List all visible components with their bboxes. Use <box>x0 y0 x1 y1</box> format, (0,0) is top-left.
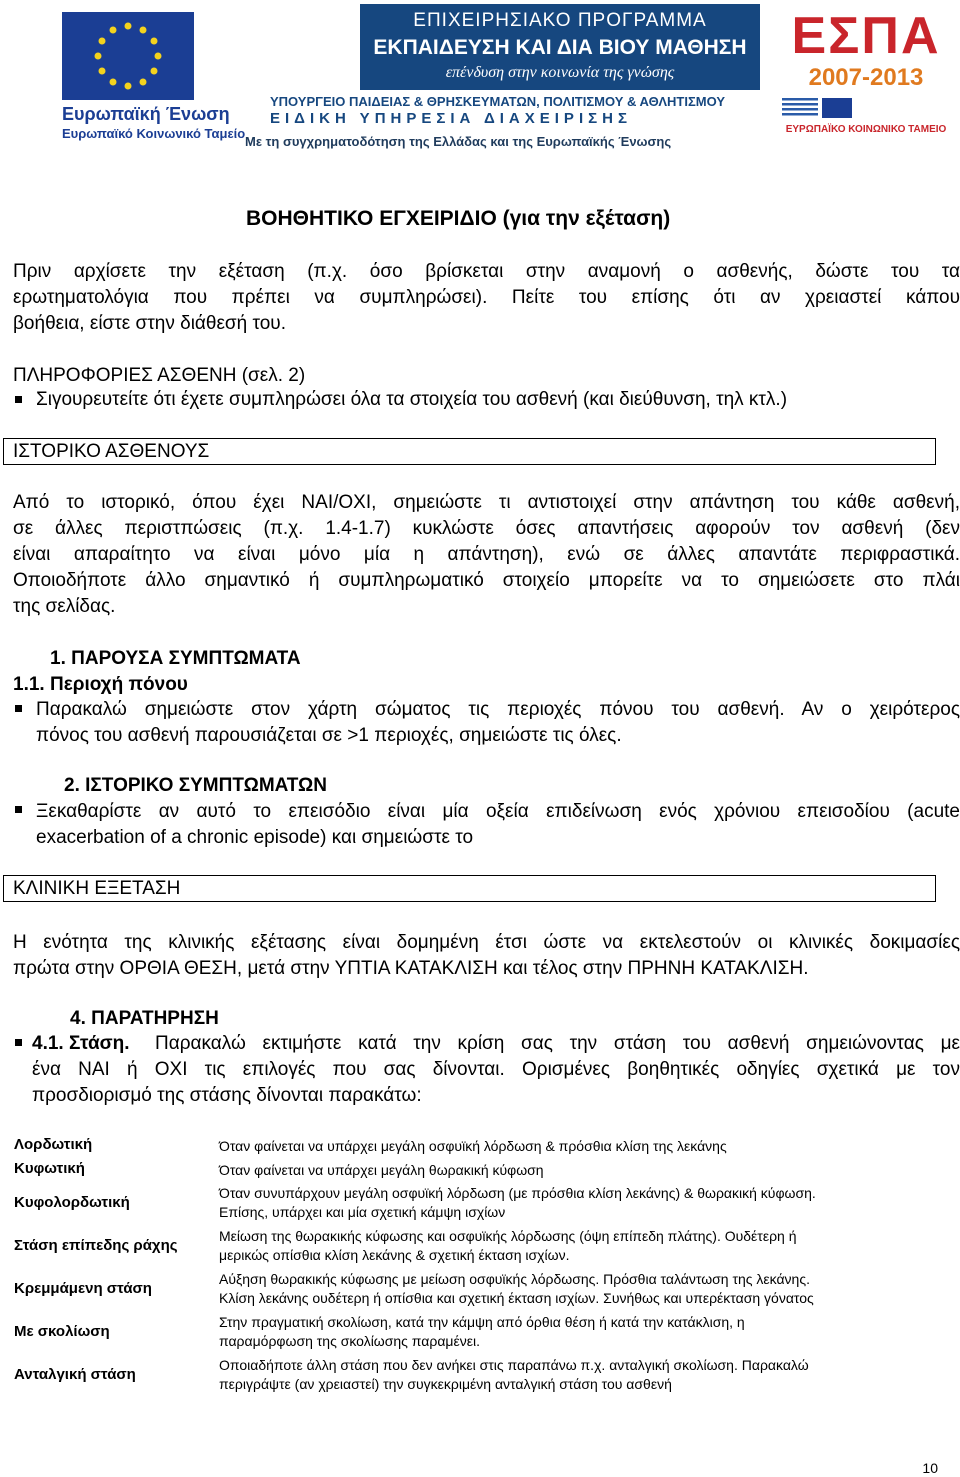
section4-1-line: Παρακαλώ εκτιμήστε κατά την κρίση σας την στάση του ασθενή σημειώνοντας με <box>155 1033 960 1054</box>
section1-heading: 1. ΠΑΡΟΥΣΑ ΣΥΜΠΤΩΜΑΤΑ <box>50 648 301 669</box>
section2-line: Ξεκαθαρίστε αν αυτό το επεισόδιο είναι μία οξεία επιδείνωση ενός χρόνιου επεισοδίου (acute <box>36 801 960 822</box>
ministry-name: ΥΠΟΥΡΓΕΙΟ ΠΑΙΔΕΙΑΣ & ΘΡΗΣΚΕΥΜΑΤΩΝ, ΠΟΛΙΤΙΣΜΟΥ & ΑΘΛΗΤΙΣΜΟΥ <box>270 94 725 109</box>
section1-1-line: πόνος του ασθενή παρουσιάζεται σε >1 περιοχές, σημειώστε τις όλες. <box>36 725 622 746</box>
greek-flag-icon <box>782 98 818 118</box>
section1-1-line: Παρακαλώ σημειώστε στον χάρτη σώματος τις περιοχές πόνου του ασθενή. Αν ο χειρότερος <box>36 699 960 720</box>
section4-1-line: ένα ΝΑΙ ή ΟΧΙ τις επιλογές που σας δίνονται. Ορισμένες βοηθητικές οδηγίες σχετικά με τον <box>32 1059 960 1080</box>
posture-desc: Όταν φαίνεται να υπάρχει μεγάλη θωρακική κύφωση <box>219 1162 544 1178</box>
header-banner <box>0 0 960 160</box>
clinical-line: πρώτα στην ΟΡΘΙΑ ΘΕΣΗ, μετά στην ΥΠΤΙΑ ΚΑΤΑΚΛΙΣΗ και τέλος στην ΠΡΗΝΗ ΚΑΤΑΚΛΙΣΗ. <box>13 958 809 979</box>
cofunding-note: Με τη συγχρηματοδότηση της Ελλάδας και της Ευρωπαϊκής Ένωσης <box>245 134 672 149</box>
bullet-icon <box>15 396 22 403</box>
clinical-line: Η ενότητα της κλινικής εξέτασης είναι δομημένη έτσι ώστε να εκτελεστούν οι κλινικές δοκιμασίες <box>13 932 960 953</box>
eu-flag-logo <box>62 12 194 100</box>
posture-desc: περιγράψτε (αν χρειαστεί) την συγκεκριμένη ανταλγική στάση του ασθενή <box>219 1376 672 1392</box>
programme-logo <box>360 4 760 90</box>
eu-name: Ευρωπαϊκή Ένωση <box>62 104 230 124</box>
posture-label: Κρεμμάμενη στάση <box>14 1280 152 1297</box>
posture-label: Στάση επίπεδης ράχης <box>14 1237 178 1254</box>
posture-desc: Όταν φαίνεται να υπάρχει μεγάλη οσφυϊκή λόρδωση & πρόσθια κλίση της λεκάνης <box>219 1138 727 1154</box>
history-line: Οποιοδήποτε άλλο σημαντικό ή συμπληρωματικό στοιχείο μπορείτε να το σημειώσετε στο πλάι <box>13 570 960 591</box>
section2-heading: 2. ΙΣΤΟΡΙΚΟ ΣΥΜΠΤΩΜΑΤΩΝ <box>64 775 328 796</box>
eu-flag-icon <box>822 98 852 118</box>
posture-desc: Επίσης, υπάρχει και μία σχετική κάμψη ισχίων <box>219 1204 506 1220</box>
intro-line: βοήθεια, είστε στην διάθεσή του. <box>13 313 286 334</box>
patient-info-bullet: Σιγουρευτείτε ότι έχετε συμπληρώσει όλα τα στοιχεία του ασθενή (και διεύθυνση, τηλ κτλ.) <box>36 389 788 410</box>
history-line: της σελίδας. <box>13 596 116 617</box>
posture-desc: Αύξηση θωρακικής κύφωσης με μείωση οσφυϊκής λόρδωσης. Πρόσθια ταλάντωση της λεκάνης. <box>219 1271 810 1287</box>
history-line: Από το ιστορικό, όπου έχει ΝΑΙ/ΟΧΙ, σημειώστε τι αντιστοιχεί στην απάντηση του κάθε ασθενή, <box>13 492 960 513</box>
posture-desc: Όταν συνυπάρχουν μεγάλη οσφυϊκή λόρδωση (με πρόσθια κλίση λεκάνης) & θωρακική κύφωση. <box>219 1185 816 1201</box>
bullet-icon <box>15 806 22 813</box>
section4-heading: 4. ΠΑΡΑΤΗΡΗΣΗ <box>70 1008 219 1029</box>
posture-label: Ανταλγική στάση <box>14 1366 136 1383</box>
espa-fund: ΕΥΡΩΠΑΪΚΟ ΚΟΙΝΩΝΙΚΟ ΤΑΜΕΙΟ <box>785 124 947 135</box>
section4-1-label: 4.1. Στάση. <box>32 1033 130 1054</box>
section1-1-heading: 1.1. Περιοχή πόνου <box>13 674 188 695</box>
espa-logo <box>778 6 954 146</box>
posture-label: Κυφωτική <box>14 1160 85 1177</box>
patient-info-heading: ΠΛΗΡΟΦΟΡΙΕΣ ΑΣΘΕΝΗ (σελ. 2) <box>13 365 306 386</box>
intro-line: Πριν αρχίσετε την εξέταση (π.χ. όσο βρίσκεται στην αναμονή ο ασθενής, δώστε του τα <box>13 261 960 282</box>
posture-label: Με σκολίωση <box>14 1323 110 1340</box>
posture-label: Κυφολορδωτική <box>14 1194 130 1211</box>
clinical-box-title: ΚΛΙΝΙΚΗ ΕΞΕΤΑΣΗ <box>13 878 181 899</box>
posture-desc: Κλίση λεκάνης ουδέτερη ή οπίσθια και σχετική έκταση ισχίων. Συνήθως και υπερέκταση γόνατος <box>219 1290 814 1306</box>
eu-fund: Ευρωπαϊκό Κοινωνικό Ταμείο <box>62 126 246 141</box>
posture-label: Λορδωτική <box>14 1136 93 1153</box>
history-line: σε άλλες περιστπώσεις (π.χ. 1.4-1.7) κυκλώστε όσες απαντήσεις αφορούν τον ασθενή (δεν <box>13 518 960 539</box>
bullet-icon <box>15 1039 22 1046</box>
posture-desc: παραμόρφωση της σκολίωσης παραμένει. <box>219 1333 480 1349</box>
espa-years: 2007-2013 <box>808 64 924 91</box>
bullet-icon <box>15 705 22 712</box>
posture-desc: μερικώς οπίσθια κλίση λεκάνης & σχετική έκταση ισχίων. <box>219 1247 570 1263</box>
posture-desc: Στην πραγματική σκολίωση, κατά την κάμψη από όρθια θέση ή κατά την κατάκλιση, η <box>219 1314 745 1330</box>
service-name: ΕΙΔΙΚΗ ΥΠΗΡΕΣΙΑ ΔΙΑΧΕΙΡΙΣΗΣ <box>270 110 632 127</box>
posture-desc: Οποιαδήποτε άλλη στάση που δεν ανήκει στις παραπάνω π.χ. ανταλγική σκολίωση. Παρακαλώ <box>219 1357 809 1373</box>
intro-line: ερωτηματολόγια που πρέπει να συμπληρώσει). Πείτε του επίσης ότι αν χρειαστεί κάπου <box>13 287 960 308</box>
page-number: 10 <box>922 1460 938 1476</box>
posture-desc: Μείωση της θωρακικής κύφωσης και οσφυϊκής λόρδωσης (όψη επίπεδη πλάτης). Ουδέτερη ή <box>219 1228 797 1244</box>
history-box-title: ΙΣΤΟΡΙΚΟ ΑΣΘΕΝΟΥΣ <box>13 441 210 462</box>
page-title: ΒΟΗΘΗΤΙΚΟ ΕΓΧΕΙΡΙΔΙΟ (για την εξέταση) <box>246 207 671 230</box>
section2-line: exacerbation of a chronic episode) και σημειώστε το <box>36 827 474 848</box>
programme-line2: ΕΚΠΑΙΔΕΥΣΗ ΚΑΙ ΔΙΑ ΒΙΟΥ ΜΑΘΗΣΗ <box>373 36 747 59</box>
programme-line1: ΕΠΙΧΕΙΡΗΣΙΑΚΟ ΠΡΟΓΡΑΜΜΑ <box>413 10 707 31</box>
espa-title: ΕΣΠΑ <box>791 7 941 65</box>
history-line: είναι απαραίτητο να είναι μόνο μία η απάντηση), ενώ σε άλλες απαντάτε περιφραστικά. <box>13 544 960 565</box>
programme-slogan: επένδυση στην κοινωνία της γνώσης <box>445 64 675 81</box>
section4-1-line: προσδιορισμό της στάσης δίνονται παρακάτω: <box>32 1085 422 1106</box>
